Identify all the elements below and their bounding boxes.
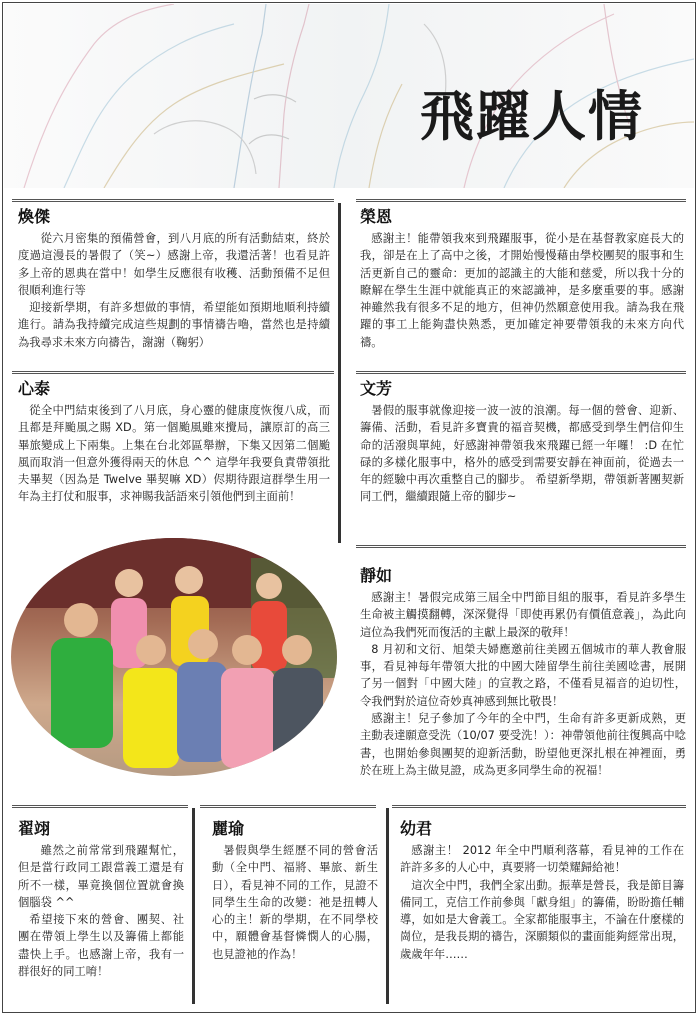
section-divider xyxy=(356,371,686,374)
section-name: 靜如 xyxy=(360,566,393,585)
section-youjun xyxy=(400,818,684,963)
paragraph: 迎接新學期，有許多想做的事情，希望能如預期地順利持續進行。請為我持續完成這些規劃的事情禱告嚕，當然也是持續為我尋求未來方向禱告，謝謝（鞠躬） xyxy=(18,301,330,349)
section-divider xyxy=(356,545,686,548)
section-huanjie xyxy=(18,206,330,351)
paragraph: 雖然之前常常到飛躍幫忙，但是當行政同工跟當義工還是有所不一樣，畢竟換個位置就會換個腦袋 ^^ xyxy=(18,844,184,909)
paragraph: 暑假的服事就像迎接一波一波的浪潮。每一個的營會、迎新、籌備、活動，看見許多寶貴的福音契機，都感受到學生們信仰生命的活潑與單純，好感謝神帶領我來飛躍已經一年囉！ :D 在忙碌的多樣化服事中，格外的感受到需要安靜在神面前，從過去一年的經驗中再次重整自己的腳步。 希望新學期，帶領新著團契新同工們，繼續跟隨上帝的腳步~ xyxy=(360,404,684,504)
section-zhaiyi xyxy=(18,818,184,980)
section-name: 煥傑 xyxy=(18,207,51,226)
section-rongen xyxy=(360,206,684,351)
banner xyxy=(4,4,694,188)
group-photo xyxy=(11,538,337,776)
section-divider xyxy=(12,805,188,808)
section-liyu xyxy=(212,818,378,963)
section-name: 麗瑜 xyxy=(212,819,245,838)
banner-title: 飛躍人情 xyxy=(420,84,644,148)
paragraph: 感謝主！兒子參加了今年的全中門，生命有許多更新成熟，更主動表達願意受洗（10/07 要受洗！）：神帶領他前往復興高中唸書，也開始參與團契的迎新活動，盼望他更深扎根在神裡面，勇於在班上為主做見證，成為更多同學生命的祝福！ xyxy=(360,712,686,777)
paragraph: 從六月密集的預備營會，到八月底的所有活動結束，終於度過這漫長的暑假了（笑~）感謝上帝，我還活著！也看見許多上帝的恩典在當中！如學生反應很有收穫、活動預備不足但很順利進行等 xyxy=(18,232,330,297)
section-name: 翟翊 xyxy=(18,819,51,838)
section-name: 榮恩 xyxy=(360,207,393,226)
column-divider xyxy=(386,808,389,1004)
paragraph: 感謝主！暑假完成第三屆全中門節目組的服事，看見許多學生生命被主觸摸翻轉，深深覺得「即使再累仍有價值意義」，為此向這位為我們死而復活的主獻上最深的敬拜！ xyxy=(360,591,686,639)
section-divider xyxy=(12,199,334,202)
paragraph: 從全中門結束後到了八月底，身心靈的健康度恢復八成，而且都是拜颱風之賜 XD。第一個颱風雖來攪局，讓原訂的高三畢旅變成上下兩集。上集在台北郊區舉辦，下集又因第二個颱風而取消一但意外獲得兩天的休息 ^^ 這學年我要負責帶領批夫畢契（因為是 Twelve 畢契嘛 XD）侭期待跟這群學生用一年為主打仗和服事，求神賜我話語來引領他們到主面前！ xyxy=(18,404,330,504)
section-divider xyxy=(392,805,686,808)
section-jingru xyxy=(360,565,686,779)
section-xintai xyxy=(18,378,330,506)
section-name: 心泰 xyxy=(18,379,51,398)
section-wenfang xyxy=(360,378,684,506)
paragraph: 希望接下來的營會、團契、社團在帶領上學生以及籌備上都能盡快上手。也感謝上帝，我有一群很好的同工唷！ xyxy=(18,913,184,979)
paragraph: 暑假與學生經歷不同的營會活動（全中門、福將、畢旅、新生日），看見神不同的工作，見證不同學生生命的改變：祂是扭轉人心的主！新的學期，在不同學校中，願體會基督憐憫人的心腸，也見證祂的作為！ xyxy=(212,844,378,961)
section-divider xyxy=(12,371,334,374)
paragraph: 8 月初和文衍、旭榮夫婦應邀前往美國五個城市的華人教會服事，看見神每年帶領大批的中國大陸留學生前往美國唸書，展開了另一個對「中國大陸」的宣教之路，不僅看見福音的迫切性，令我們對於這位奇妙真神感到無比敬畏！ xyxy=(360,642,686,708)
section-divider xyxy=(200,805,376,808)
column-divider xyxy=(192,808,195,1004)
paragraph: 感謝主！能帶領我來到飛躍服事，從小是在基督教家庭長大的我，卻是在上了高中之後，才開始慢慢藉由學校團契的服事和生活更新自己的靈命：更加的認識主的大能和慈愛，所以我十分的瞭解在學生生涯中就能真正的來認識神，是多麼重要的事。感謝神雖然我有很多不足的地方，但神仍然願意使用我。請為我在飛躍的事工上能夠盡快熟悉，更加確定神要帶領我的未來方向代禱。 xyxy=(360,232,684,349)
paragraph: 這次全中門，我們全家出動。振華是營長，我是節目籌備同工，克信工作前參與「獻身組」的籌備，盼盼擔任輔導，如如是大會義工。全家都能服事主，不論在什麼樣的崗位，是我長期的禱告，深願類似的畫面能夠經常出現，歲歲年年…… xyxy=(400,878,684,961)
column-divider xyxy=(338,203,341,543)
section-name: 幼君 xyxy=(400,819,433,838)
section-name: 文芳 xyxy=(360,379,393,398)
section-divider xyxy=(356,199,686,202)
paragraph: 感謝主！ 2012 年全中門順利落幕，看見神的工作在許許多多的人心中，真要將一切榮耀歸給祂！ xyxy=(400,844,684,875)
group-photo-illustration xyxy=(11,538,337,776)
